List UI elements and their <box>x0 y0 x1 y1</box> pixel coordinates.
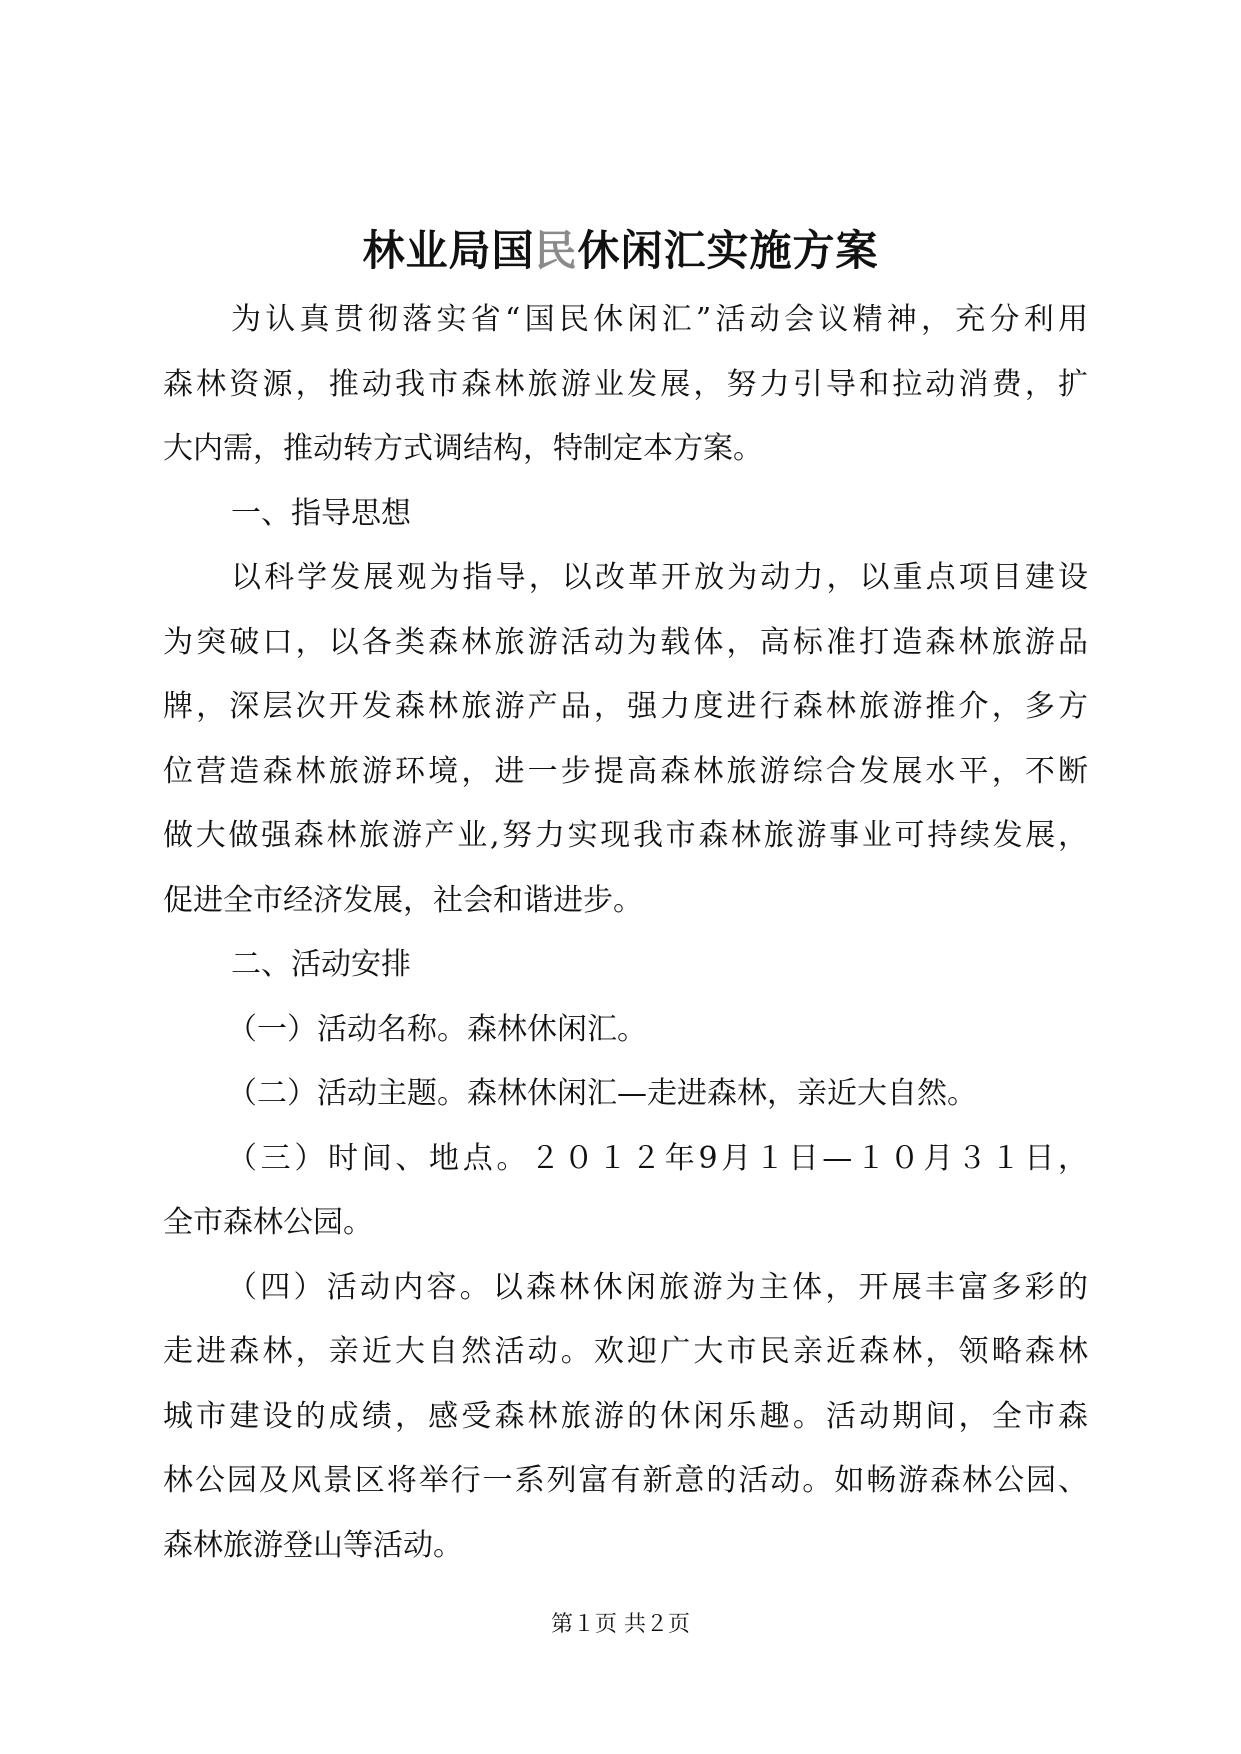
section-heading: 二、活动安排 <box>231 947 411 982</box>
paragraph-line: 为突破口，以各类森林旅游活动为载体，高标准打造森林旅游品 <box>163 624 1088 660</box>
section-heading: 一、指导思想 <box>231 495 411 531</box>
paragraph-line: 大内需，推动转方式调结构，特制定本方案。 <box>163 431 763 466</box>
paragraph-line: 位营造森林旅游环境，进一步提高森林旅游综合发展水平，不断 <box>163 753 1088 789</box>
paragraph-line: 全市森林公园。 <box>163 1205 373 1240</box>
paragraph-line: 林公园及风景区将举行一系列富有新意的活动。如畅游森林公园、 <box>163 1463 1088 1498</box>
title-part-2: 民 <box>534 226 578 275</box>
paragraph-line: （二）活动主题。森林休闲汇—走进森林，亲近大自然。 <box>227 1076 977 1111</box>
paragraph-line: （三）时间、地点。２０１２年9月１日—１０月３１日， <box>227 1140 1088 1176</box>
paragraph-line: 牌，深层次开发森林旅游产品，强力度进行森林旅游推介，多方 <box>163 689 1088 724</box>
title-part-3: 休闲汇实施方案 <box>577 226 879 275</box>
paragraph-line: 为认真贯彻落实省“国民休闲汇”活动会议精神，充分利用 <box>231 302 1088 337</box>
page-footer: 第１页 共２页 <box>551 1612 690 1637</box>
paragraph-line: 森林旅游登山等活动。 <box>163 1527 463 1563</box>
document-body <box>163 288 1088 1578</box>
paragraph-line: 森林资源，推动我市森林旅游业发展，努力引导和拉动消费，扩 <box>163 366 1088 402</box>
paragraph-line: （四）活动内容。以森林休闲旅游为主体，开展丰富多彩的 <box>227 1269 1088 1305</box>
title-part-1: 林业局国 <box>362 226 535 275</box>
paragraph-line: 促进全市经济发展，社会和谐进步。 <box>163 882 643 918</box>
paragraph-line: 做大做强森林旅游产业,努力实现我市森林旅游事业可持续发展， <box>163 818 1088 853</box>
paragraph-line: 城市建设的成绩，感受森林旅游的休闲乐趣。活动期间，全市森 <box>163 1398 1088 1434</box>
paragraph-line: 以科学发展观为指导，以改革开放为动力，以重点项目建设 <box>231 560 1088 595</box>
paragraph-line: 走进森林，亲近大自然活动。欢迎广大市民亲近森林，领略森林 <box>163 1334 1088 1369</box>
document-title <box>0 222 1241 280</box>
paragraph-line: （一）活动名称。森林休闲汇。 <box>227 1011 647 1047</box>
